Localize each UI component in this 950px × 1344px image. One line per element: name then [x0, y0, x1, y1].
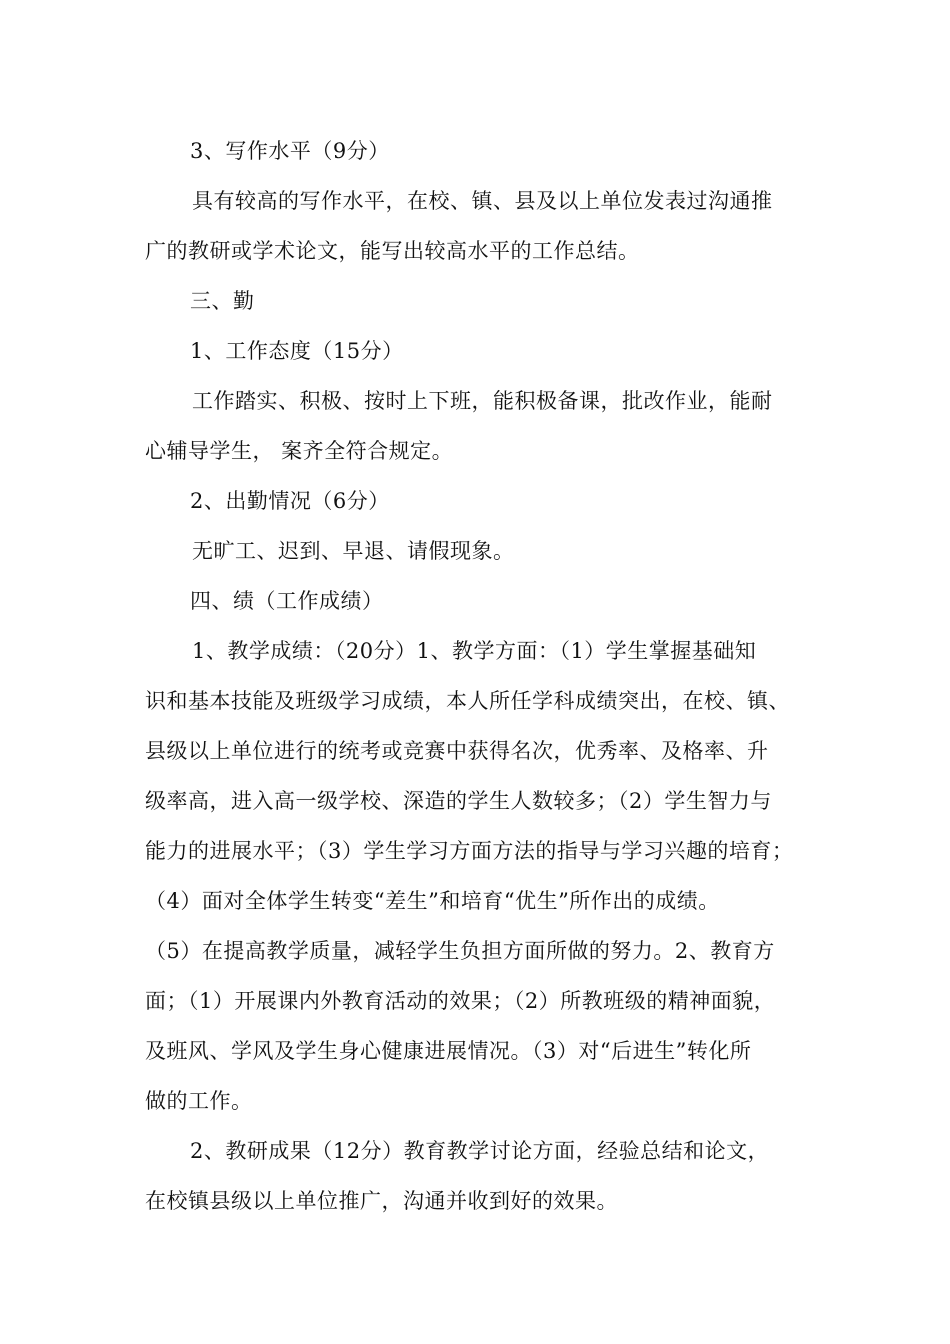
paragraph-line: （4）面对全体学生转变“差生”和培育“优生”所作出的成绩。 [145, 889, 720, 913]
heading-attendance: 2、出勤情况（6分） [190, 489, 390, 513]
paragraph-line: 2、教研成果（12分）教育教学讨论方面，经验总结和论文， [190, 1139, 770, 1163]
paragraph-line: 在校镇县级以上单位推广，沟通并收到好的效果。 [145, 1189, 618, 1213]
paragraph-line: 无旷工、迟到、早退、请假现象。 [192, 539, 515, 563]
paragraph-line: 及班风、学风及学生身心健康进展情况。（3）对“后进生”转化所 [145, 1039, 752, 1063]
paragraph-line: 级率高，进入高一级学校、深造的学生人数较多；（2）学生智力与 [145, 789, 772, 813]
paragraph-line: 心辅导学生， 案齐全符合规定。 [145, 439, 454, 463]
paragraph-line: 面；（1）开展课内外教育活动的效果；（2）所教班级的精神面貌， [145, 989, 776, 1013]
paragraph-line: 具有较高的写作水平，在校、镇、县及以上单位发表过沟通推 [192, 189, 773, 213]
paragraph-line: 1、教学成绩：（20分）1、教学方面：（1）学生掌握基础知 [192, 639, 757, 663]
paragraph-line: 能力的进展水平；（3）学生学习方面方法的指导与学习兴趣的培育； [145, 839, 794, 863]
paragraph-line: 工作踏实、积极、按时上下班，能积极备课，批改作业，能耐 [192, 389, 773, 413]
paragraph-line: 识和基本技能及班级学习成绩，本人所任学科成绩突出，在校、镇、 [145, 689, 790, 713]
paragraph-line: （5）在提高教学质量，减轻学生负担方面所做的努力。2、教育方 [145, 939, 775, 963]
heading-work-attitude: 1、工作态度（15分） [190, 339, 404, 363]
section-heading-achievement: 四、绩（工作成绩） [190, 589, 384, 613]
section-heading-diligence: 三、勤 [190, 289, 255, 313]
paragraph-line: 县级以上单位进行的统考或竞赛中获得名次，优秀率、及格率、升 [145, 739, 769, 763]
paragraph-line: 广的教研或学术论文，能写出较高水平的工作总结。 [145, 239, 640, 263]
heading-writing-level: 3、写作水平（9分） [190, 139, 390, 163]
paragraph-line: 做的工作。 [145, 1089, 253, 1113]
